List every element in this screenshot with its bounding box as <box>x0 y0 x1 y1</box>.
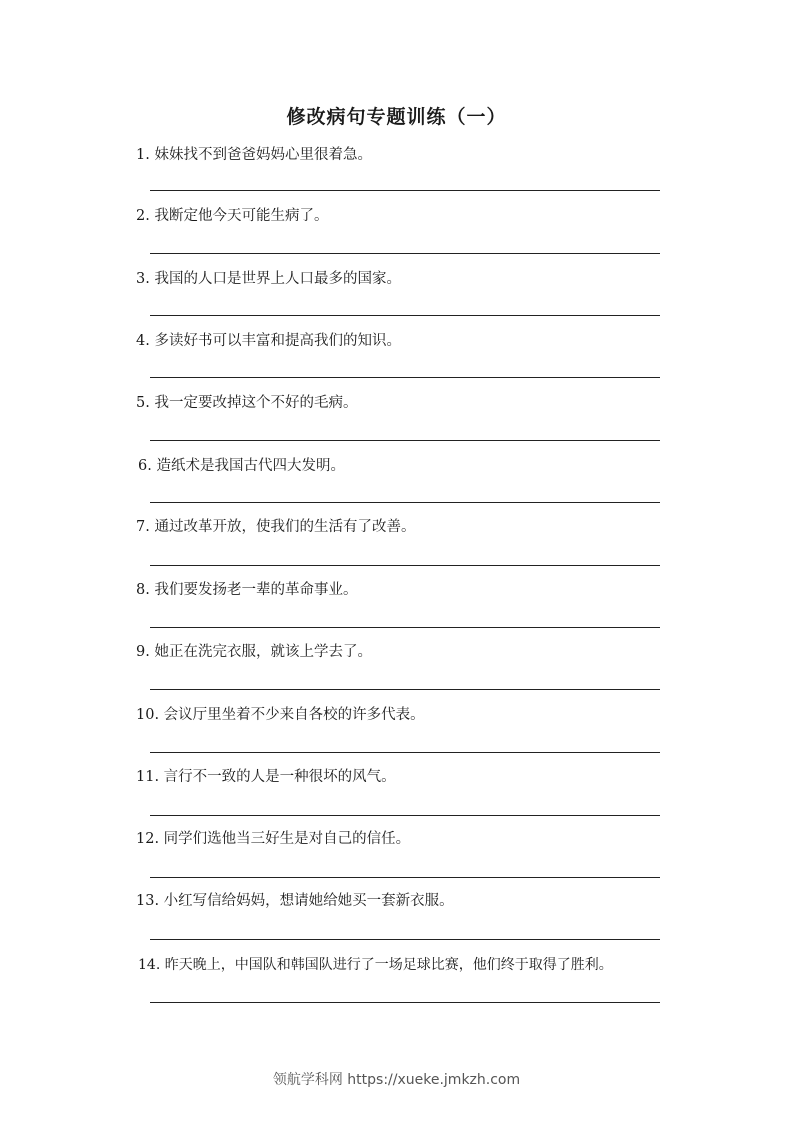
answer-line-14[interactable] <box>150 1002 660 1003</box>
question-11: 11. 言行不一致的人是一种很坏的风气。 <box>136 769 396 785</box>
answer-line-2[interactable] <box>150 253 660 254</box>
answer-line-1[interactable] <box>150 190 660 191</box>
answer-line-5[interactable] <box>150 440 660 441</box>
question-12: 12. 同学们选他当三好生是对自己的信任。 <box>136 831 411 847</box>
answer-line-8[interactable] <box>150 627 660 628</box>
question-1: 1. 妹妹找不到爸爸妈妈心里很着急。 <box>136 147 372 163</box>
question-8: 8. 我们要发扬老一辈的革命事业。 <box>136 582 358 598</box>
question-5: 5. 我一定要改掉这个不好的毛病。 <box>136 395 358 411</box>
page-title: 修改病句专题训练（一） <box>286 106 507 128</box>
answer-line-9[interactable] <box>150 689 660 690</box>
answer-line-13[interactable] <box>150 939 660 940</box>
question-2: 2. 我断定他今天可能生病了。 <box>136 208 329 224</box>
answer-line-12[interactable] <box>150 877 660 878</box>
footer-watermark: 领航学科网 https://xueke.jmkzh.com <box>272 1072 521 1088</box>
answer-line-11[interactable] <box>150 815 660 816</box>
question-3: 3. 我国的人口是世界上人口最多的国家。 <box>136 271 401 287</box>
question-9: 9. 她正在洗完衣服，就该上学去了。 <box>136 644 372 660</box>
answer-line-10[interactable] <box>150 752 660 753</box>
answer-line-3[interactable] <box>150 315 660 316</box>
question-14: 14. 昨天晚上，中国队和韩国队进行了一场足球比赛，他们终于取得了胜利。 <box>138 957 613 973</box>
answer-line-6[interactable] <box>150 502 660 503</box>
question-10: 10. 会议厅里坐着不少来自各校的许多代表。 <box>136 707 425 723</box>
question-4: 4. 多读好书可以丰富和提高我们的知识。 <box>136 333 401 349</box>
answer-line-4[interactable] <box>150 377 660 378</box>
question-6: 6. 造纸术是我国古代四大发明。 <box>138 458 345 474</box>
answer-line-7[interactable] <box>150 565 660 566</box>
question-7: 7. 通过改革开放，使我们的生活有了改善。 <box>136 519 416 535</box>
question-13: 13. 小红写信给妈妈，想请她给她买一套新衣服。 <box>136 893 454 909</box>
